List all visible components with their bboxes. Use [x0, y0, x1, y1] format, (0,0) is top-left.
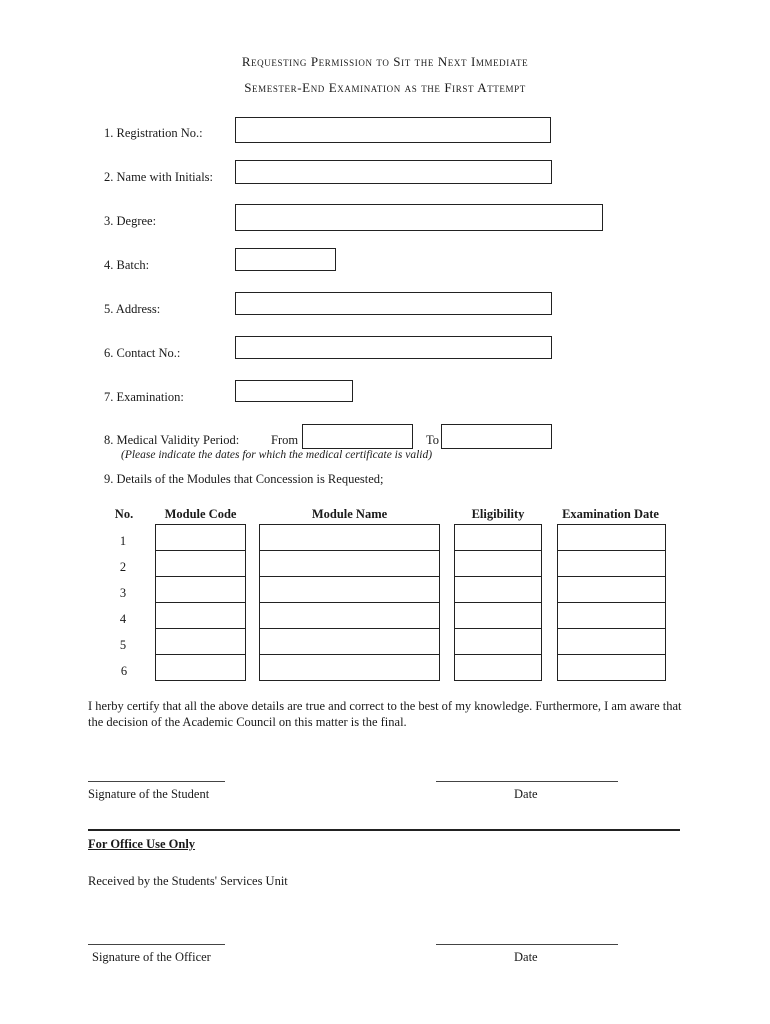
th-module-name: Module Name: [311, 507, 388, 521]
registration-no-input[interactable]: [235, 117, 551, 143]
registration-no-label: 1. Registration No.:: [104, 126, 203, 140]
batch-label: 4. Batch:: [104, 258, 150, 272]
examination-date-cell[interactable]: [557, 524, 666, 551]
contact-no-label: 6. Contact No.:: [104, 346, 181, 360]
examination-date-cell[interactable]: [557, 628, 666, 655]
eligibility-cell[interactable]: [454, 550, 542, 577]
student-signature-label: Signature of the Student: [88, 787, 210, 801]
received-by-text: Received by the Students' Services Unit: [88, 874, 288, 888]
officer-date-line[interactable]: [436, 944, 618, 945]
student-date-line[interactable]: [436, 781, 618, 782]
module-code-cell[interactable]: [155, 654, 246, 681]
eligibility-cell[interactable]: [454, 576, 542, 603]
officer-date-label: Date: [514, 950, 538, 964]
eligibility-cell[interactable]: [454, 628, 542, 655]
address-label: 5. Address:: [104, 302, 161, 316]
certify-text: I herby certify that all the above details are true and correct to the best of my knowledge. Furthermore, I am aware that the decision of the Academic Council on this matter is the final.: [88, 699, 682, 729]
student-date-label: Date: [514, 787, 538, 801]
eligibility-cell[interactable]: [454, 602, 542, 629]
form-title-line-2: Semester-End Examination as the First Attempt: [244, 80, 526, 95]
module-code-cell[interactable]: [155, 628, 246, 655]
batch-input[interactable]: [235, 248, 336, 271]
module-code-cell[interactable]: [155, 524, 246, 551]
module-code-cell[interactable]: [155, 576, 246, 603]
from-label: From: [271, 433, 299, 447]
form-title-line-1: Requesting Permission to Sit the Next Immediate: [241, 54, 529, 69]
degree-input[interactable]: [235, 204, 603, 231]
row-number: 3: [119, 586, 127, 600]
medical-validity-label: 8. Medical Validity Period:: [104, 433, 240, 447]
row-number: 5: [119, 638, 127, 652]
office-use-heading: For Office Use Only: [88, 837, 196, 851]
examination-date-cell[interactable]: [557, 602, 666, 629]
module-name-cell[interactable]: [259, 550, 440, 577]
medical-from-input[interactable]: [302, 424, 413, 449]
to-label: To: [426, 433, 440, 447]
medical-note: (Please indicate the dates for which the medical certificate is valid): [121, 449, 433, 461]
examination-label: 7. Examination:: [104, 390, 184, 404]
module-name-cell[interactable]: [259, 576, 440, 603]
name-with-initials-label: 2. Name with Initials:: [104, 170, 214, 184]
row-number: 1: [119, 534, 127, 548]
modules-label: 9. Details of the Modules that Concession is Requested;: [104, 472, 384, 486]
th-no: No.: [114, 507, 134, 521]
examination-input[interactable]: [235, 380, 353, 402]
contact-no-input[interactable]: [235, 336, 552, 359]
row-number: 6: [120, 664, 128, 678]
office-divider: [88, 829, 680, 831]
eligibility-cell[interactable]: [454, 524, 542, 551]
name-with-initials-input[interactable]: [235, 160, 552, 184]
student-signature-line[interactable]: [88, 781, 225, 782]
examination-date-cell[interactable]: [557, 550, 666, 577]
examination-date-cell[interactable]: [557, 576, 666, 603]
th-examination-date: Examination Date: [562, 507, 659, 521]
th-eligibility: Eligibility: [471, 507, 525, 521]
examination-date-cell[interactable]: [557, 654, 666, 681]
th-module-code: Module Code: [164, 507, 237, 521]
officer-signature-label: Signature of the Officer: [92, 950, 211, 964]
medical-to-input[interactable]: [441, 424, 552, 449]
module-code-cell[interactable]: [155, 602, 246, 629]
module-name-cell[interactable]: [259, 654, 440, 681]
module-name-cell[interactable]: [259, 628, 440, 655]
degree-label: 3. Degree:: [104, 214, 157, 228]
eligibility-cell[interactable]: [454, 654, 542, 681]
address-input[interactable]: [235, 292, 552, 315]
row-number: 2: [119, 560, 127, 574]
module-code-cell[interactable]: [155, 550, 246, 577]
row-number: 4: [119, 612, 127, 626]
officer-signature-line[interactable]: [88, 944, 225, 945]
module-name-cell[interactable]: [259, 524, 440, 551]
module-name-cell[interactable]: [259, 602, 440, 629]
